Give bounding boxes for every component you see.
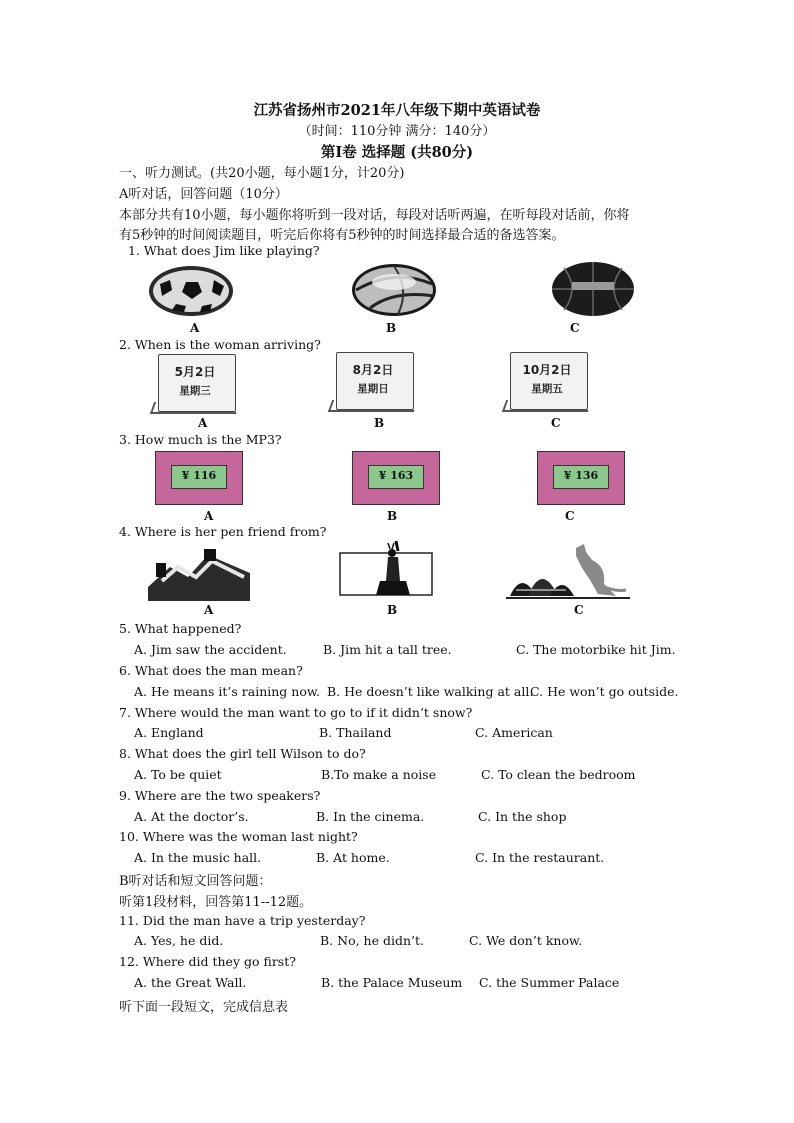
question-1: 1. What does Jim like playing? bbox=[128, 243, 320, 258]
option-b: B. Jim hit a tall tree. bbox=[323, 642, 452, 657]
option-a: A. Yes, he did. bbox=[134, 933, 224, 948]
question-3: 3. How much is the MP3? bbox=[119, 432, 282, 447]
option-c: C. To clean the bedroom bbox=[481, 767, 636, 782]
passage-instruction: 听下面一段短文，完成信息表 bbox=[119, 1000, 289, 1015]
exam-subtitle: （时间：110分钟 满分：140分） bbox=[298, 124, 496, 139]
part-heading: 第Ⅰ卷 选择题 (共80分) bbox=[320, 144, 474, 161]
option-b: B.To make a noise bbox=[321, 767, 437, 782]
calendar-icon bbox=[330, 352, 416, 412]
basketball-icon bbox=[550, 260, 636, 318]
option-c: C. the Summer Palace bbox=[479, 975, 620, 990]
option-c: C. In the restaurant. bbox=[475, 850, 605, 865]
mp3-price: ¥ 136 bbox=[563, 469, 599, 482]
option-label: B bbox=[374, 416, 385, 430]
option-c: C. The motorbike hit Jim. bbox=[516, 642, 676, 657]
option-b: B. At home. bbox=[316, 850, 390, 865]
football-icon bbox=[146, 264, 236, 318]
option-b: B. the Palace Museum bbox=[321, 975, 463, 990]
question-4: 4. Where is her pen friend from? bbox=[119, 524, 327, 539]
intro-line-1: 本部分共有10小题，每小题你将听到一段对话，每段对话听两遍，在听每段对话前，你将 bbox=[119, 208, 630, 223]
option-label: A bbox=[204, 509, 214, 523]
option-label: A bbox=[190, 321, 200, 335]
option-label: B bbox=[386, 321, 397, 335]
option-a: A. He means it’s raining now. bbox=[134, 684, 321, 699]
option-label: C bbox=[551, 416, 561, 430]
option-label: C bbox=[574, 603, 584, 617]
intro-line-2: 有5秒钟的时间阅读题目，听完后你将有5秒钟的时间选择最合适的备选答案。 bbox=[119, 228, 565, 243]
option-b: B. In the cinema. bbox=[316, 809, 425, 824]
question-8: 8. What does the girl tell Wilson to do? bbox=[119, 746, 366, 761]
calendar-date: 8月2日 bbox=[352, 363, 394, 377]
option-c: C. We don’t know. bbox=[469, 933, 583, 948]
option-a: A. the Great Wall. bbox=[134, 975, 247, 990]
calendar-icon bbox=[504, 352, 590, 412]
question-5: 5. What happened? bbox=[119, 621, 242, 636]
mp3-player-icon bbox=[155, 451, 243, 505]
option-a: A. In the music hall. bbox=[134, 850, 262, 865]
mp3-price: ¥ 163 bbox=[378, 469, 414, 482]
calendar-weekday: 星期三 bbox=[179, 385, 211, 397]
option-b: B. Thailand bbox=[319, 725, 392, 740]
calendar-date: 10月2日 bbox=[522, 363, 572, 377]
mp3-price: ¥ 116 bbox=[181, 469, 217, 482]
option-c: C. In the shop bbox=[478, 809, 567, 824]
exam-title: 江苏省扬州市2021年八年级下期中英语试卷 bbox=[253, 102, 541, 119]
option-label: B bbox=[387, 509, 398, 523]
question-12: 12. Where did they go first? bbox=[119, 954, 296, 969]
question-10: 10. Where was the woman last night? bbox=[119, 829, 358, 844]
option-b: B. He doesn’t like walking at all. bbox=[327, 684, 534, 699]
section-a-heading: A听对话，回答问题（10分） bbox=[119, 187, 288, 202]
option-a: A. To be quiet bbox=[134, 767, 222, 782]
question-2: 2. When is the woman arriving? bbox=[119, 337, 321, 352]
section-b-material: 听第1段材料，回答第11--12题。 bbox=[119, 895, 313, 910]
great-wall-icon bbox=[148, 547, 250, 601]
calendar-weekday: 星期五 bbox=[531, 383, 563, 395]
option-a: A. At the doctor’s. bbox=[134, 809, 249, 824]
option-a: A. England bbox=[134, 725, 204, 740]
question-6: 6. What does the man mean? bbox=[119, 663, 303, 678]
section-b-heading: B听对话和短文回答问题： bbox=[119, 874, 272, 889]
calendar-date: 5月2日 bbox=[174, 365, 216, 379]
mp3-player-icon bbox=[537, 451, 625, 505]
option-c: C. American bbox=[475, 725, 553, 740]
option-c: C. He won’t go outside. bbox=[530, 684, 679, 699]
sydney-opera-house-kangaroo-icon bbox=[506, 540, 630, 602]
option-label: B bbox=[387, 603, 398, 617]
option-label: C bbox=[570, 321, 580, 335]
question-11: 11. Did the man have a trip yesterday? bbox=[119, 913, 366, 928]
question-7: 7. Where would the man want to go to if it didn’t snow? bbox=[119, 705, 473, 720]
section-1-heading: 一、听力测试。(共20小题，每小题1分，计20分) bbox=[119, 166, 405, 181]
option-label: A bbox=[198, 416, 208, 430]
option-b: B. No, he didn’t. bbox=[320, 933, 424, 948]
volleyball-icon bbox=[350, 262, 438, 318]
option-label: C bbox=[565, 509, 575, 523]
option-label: A bbox=[204, 603, 214, 617]
calendar-weekday: 星期日 bbox=[357, 383, 389, 395]
question-9: 9. Where are the two speakers? bbox=[119, 788, 321, 803]
mp3-player-icon bbox=[352, 451, 440, 505]
option-a: A. Jim saw the accident. bbox=[134, 642, 287, 657]
calendar-icon bbox=[152, 354, 238, 414]
statue-of-liberty-icon bbox=[338, 539, 434, 597]
